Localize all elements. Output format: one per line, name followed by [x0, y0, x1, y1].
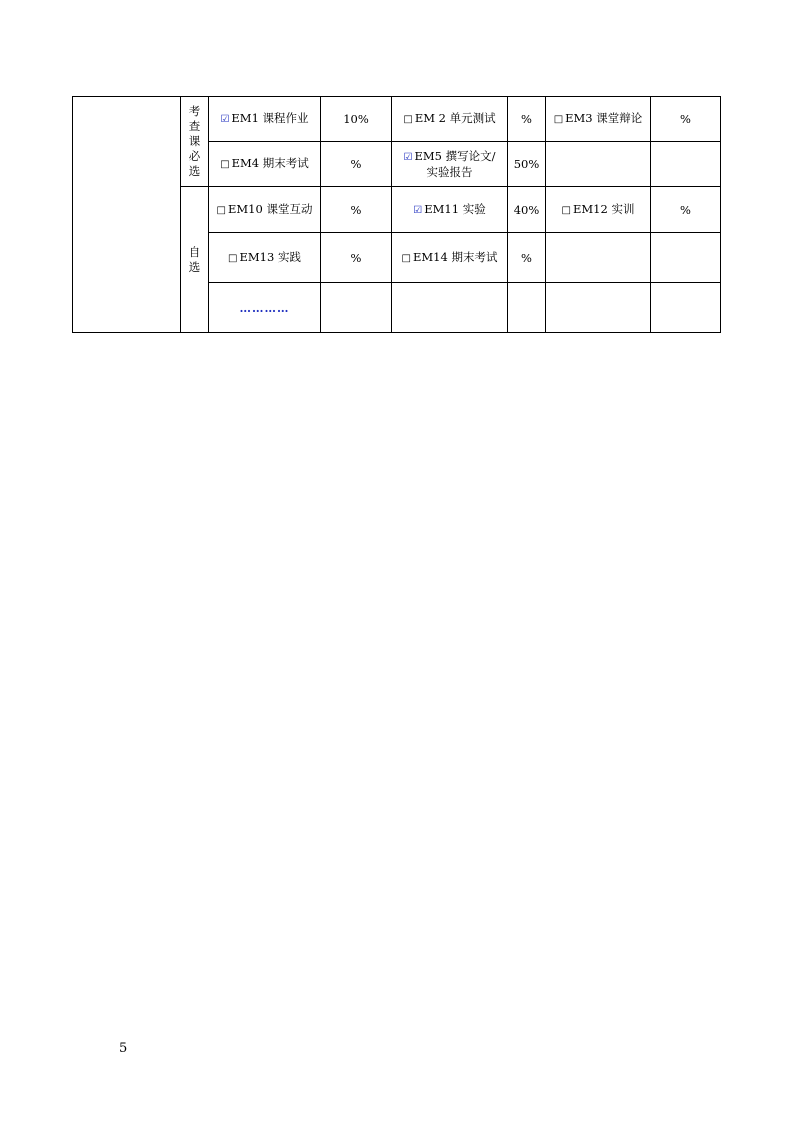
- item-em3: [546, 97, 651, 142]
- empty-cell: [546, 283, 651, 333]
- item-em11: [392, 187, 508, 233]
- group-required-cell: [181, 97, 209, 187]
- item-percent: %: [651, 97, 721, 142]
- item-percent: %: [651, 187, 721, 233]
- checked-box-icon[interactable]: ☑: [413, 204, 423, 216]
- empty-cell: [651, 233, 721, 283]
- item-label: EM12 实训: [572, 201, 635, 216]
- item-em5: [392, 142, 508, 187]
- item-label: EM5 撰写论文/: [414, 149, 496, 163]
- item-label: EM14 期末考试: [412, 249, 498, 264]
- empty-cell: [546, 233, 651, 283]
- checkbox-icon[interactable]: □: [220, 159, 230, 170]
- item-em13: [209, 233, 321, 283]
- checkbox-icon[interactable]: □: [403, 114, 413, 125]
- item-percent: %: [508, 97, 546, 142]
- item-label: EM11 实验: [424, 201, 486, 216]
- empty-cell: [508, 283, 546, 333]
- item-em12: [546, 187, 651, 233]
- checked-box-icon[interactable]: ☑: [403, 152, 413, 163]
- item-percent: 10%: [321, 97, 392, 142]
- group-optional-cell: [181, 187, 209, 333]
- item-label: EM 2 单元测试: [414, 111, 496, 125]
- group-required-label: 考查课必选: [188, 104, 201, 178]
- empty-cell: [546, 142, 651, 187]
- item-percent: 40%: [508, 187, 546, 233]
- checked-box-icon[interactable]: ☑: [220, 114, 230, 125]
- ellipsis-text: …………: [239, 300, 290, 315]
- empty-cell: [321, 283, 392, 333]
- empty-cell: [651, 283, 721, 333]
- ellipsis-cell: [209, 283, 321, 333]
- group-optional-label: 自选: [188, 244, 201, 274]
- item-label: EM3 课堂辩论: [565, 111, 643, 125]
- item-em1: [209, 97, 321, 142]
- checkbox-icon[interactable]: □: [228, 252, 238, 264]
- item-em14: [392, 233, 508, 283]
- item-label: EM1 课程作业: [231, 111, 309, 125]
- item-label-line2: 实验报告: [426, 165, 473, 179]
- item-em10: [209, 187, 321, 233]
- item-percent: %: [321, 233, 392, 283]
- empty-left-cell: [73, 97, 181, 333]
- empty-cell: [392, 283, 508, 333]
- item-percent: 50%: [508, 142, 546, 187]
- item-em2: [392, 97, 508, 142]
- empty-cell: [651, 142, 721, 187]
- item-label: EM4 期末考试: [231, 156, 309, 170]
- item-percent: %: [321, 142, 392, 187]
- checkbox-icon[interactable]: □: [561, 204, 571, 216]
- checkbox-icon[interactable]: □: [401, 252, 411, 264]
- item-percent: %: [508, 233, 546, 283]
- item-label: EM10 课堂互动: [227, 201, 313, 216]
- assessment-table: [72, 96, 721, 333]
- table-row: [73, 97, 721, 142]
- item-percent: %: [321, 187, 392, 233]
- item-label: EM13 实践: [239, 249, 301, 264]
- item-em4: [209, 142, 321, 187]
- checkbox-icon[interactable]: □: [553, 114, 564, 125]
- page-number: 5: [119, 1041, 128, 1056]
- checkbox-icon[interactable]: □: [216, 204, 226, 216]
